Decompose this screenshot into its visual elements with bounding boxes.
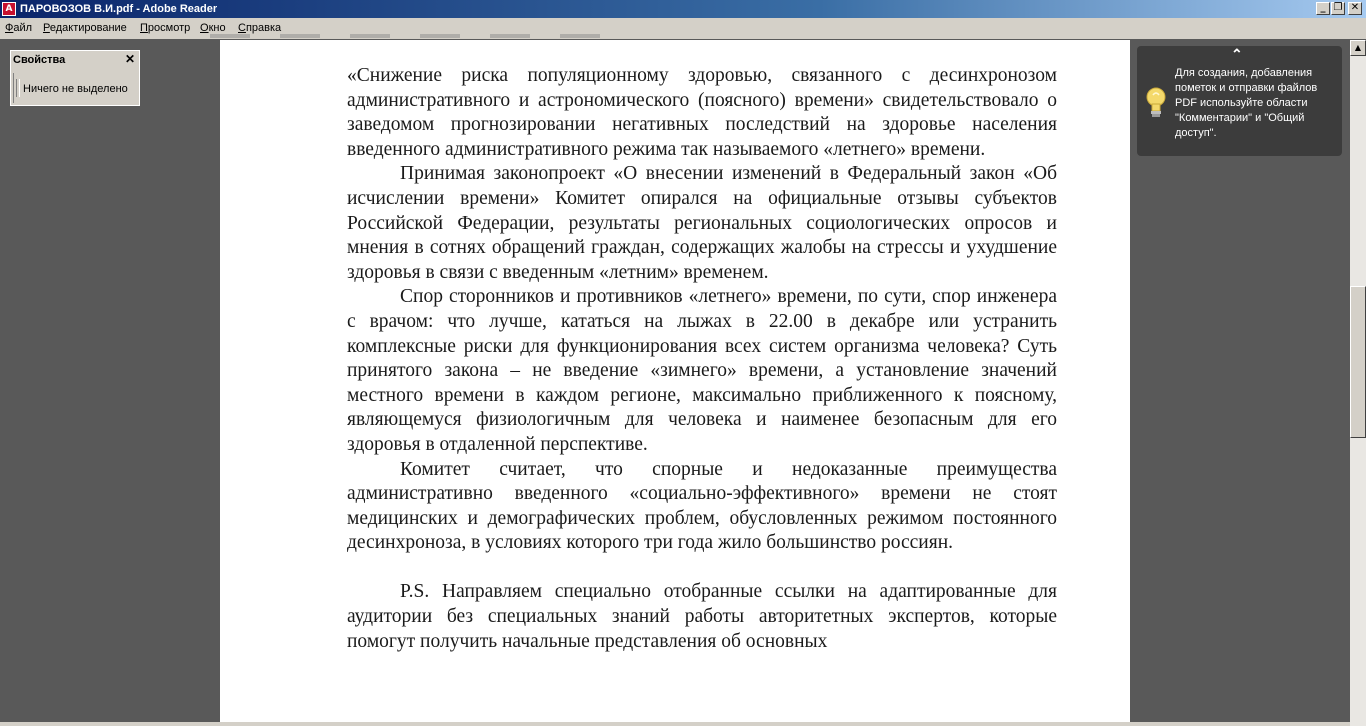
pdf-page xyxy=(220,40,1130,726)
menu-window[interactable]: Окно xyxy=(200,22,226,34)
hint-bubble xyxy=(1137,46,1342,156)
paragraph: «Снижение риска популяционному здоровью, связанного с десинхронозом административного и астрономического (поясного) времени» свидетельствовало о заведомом прогнозировании негативных последствий на здоровье населения введенного административного режима так называемого «летнего» времени. xyxy=(347,65,1057,160)
paragraph: P.S. Направляем специально отобранные ссылки на адаптированные для аудитории без специальных знаний работы авторитетных экспертов, которые помогут получить начальные представления об основных xyxy=(347,581,1057,652)
properties-title: Свойства xyxy=(13,54,66,66)
menu-bar xyxy=(0,18,1366,39)
panel-grip[interactable] xyxy=(16,79,20,97)
close-button[interactable]: ✕ xyxy=(1348,2,1362,15)
minimize-button[interactable]: _ xyxy=(1316,2,1330,15)
menu-edit[interactable]: Редактирование xyxy=(43,22,127,34)
adobe-reader-icon: A xyxy=(2,2,16,16)
paragraph: Спор сторонников и противников «летнего» времени, по сути, спор инженера с врачом: что лучше, кататься на лыжах в 22.00 в декабре или устранить комплексные риски для функционирования всех систем организма человека? Суть принятого закона – не введение «зимнего» времени, а установление значений местного времени в каждом регионе, максимально приближенного к поясному, являющемуся физиологичным для человека и наименее безопасным для его здоровья в отдаленной перспективе. xyxy=(347,286,1057,455)
toolbar-remnant xyxy=(210,34,630,38)
lightbulb-icon xyxy=(1145,86,1167,120)
menu-view[interactable]: Просмотр xyxy=(140,22,191,34)
vertical-scrollbar[interactable] xyxy=(1350,40,1366,726)
scroll-up-arrow[interactable]: ▲ xyxy=(1350,40,1366,56)
paragraph: Принимая законопроект «О внесении изменений в Федеральный закон «Об исчислении времени» Комитет опирался на официальные отзывы субъектов Российской Федерации, результаты региональных социологических опросов и мнения в сотнях обращений граждан, содержащих жалобы на стрессы и ухудшение здоровья в связи с введенным «летним» временем. xyxy=(347,163,1057,283)
window-title: ПАРОВОЗОВ В.И.pdf - Adobe Reader xyxy=(20,3,218,15)
hint-text: Для создания, добавления пометок и отправки файлов PDF используйте области "Комментарии" и "Общий доступ". xyxy=(1175,67,1318,139)
properties-panel xyxy=(10,50,140,106)
properties-body xyxy=(13,73,137,103)
window-bottom-edge xyxy=(0,722,1350,726)
collapse-caret-icon[interactable]: ⌃ xyxy=(1231,46,1243,62)
title-bar xyxy=(0,0,1366,18)
close-icon[interactable]: ✕ xyxy=(124,52,135,66)
scroll-thumb[interactable] xyxy=(1350,286,1366,438)
menu-file[interactable]: Файл xyxy=(5,22,33,34)
properties-status: Ничего не выделено xyxy=(23,83,128,95)
paragraph: Комитет считает, что спорные и недоказанные преимущества административно введенного «социально-эффективного» времени не стоят медицинских и демографических проблем, обусловленных режимом постоянного десинхроноза, в условиях которого три года жило большинство россиян. xyxy=(347,458,1057,554)
restore-button[interactable]: ❐ xyxy=(1331,2,1345,15)
document-text xyxy=(347,64,1057,654)
menu-help[interactable]: Справка xyxy=(238,22,282,34)
